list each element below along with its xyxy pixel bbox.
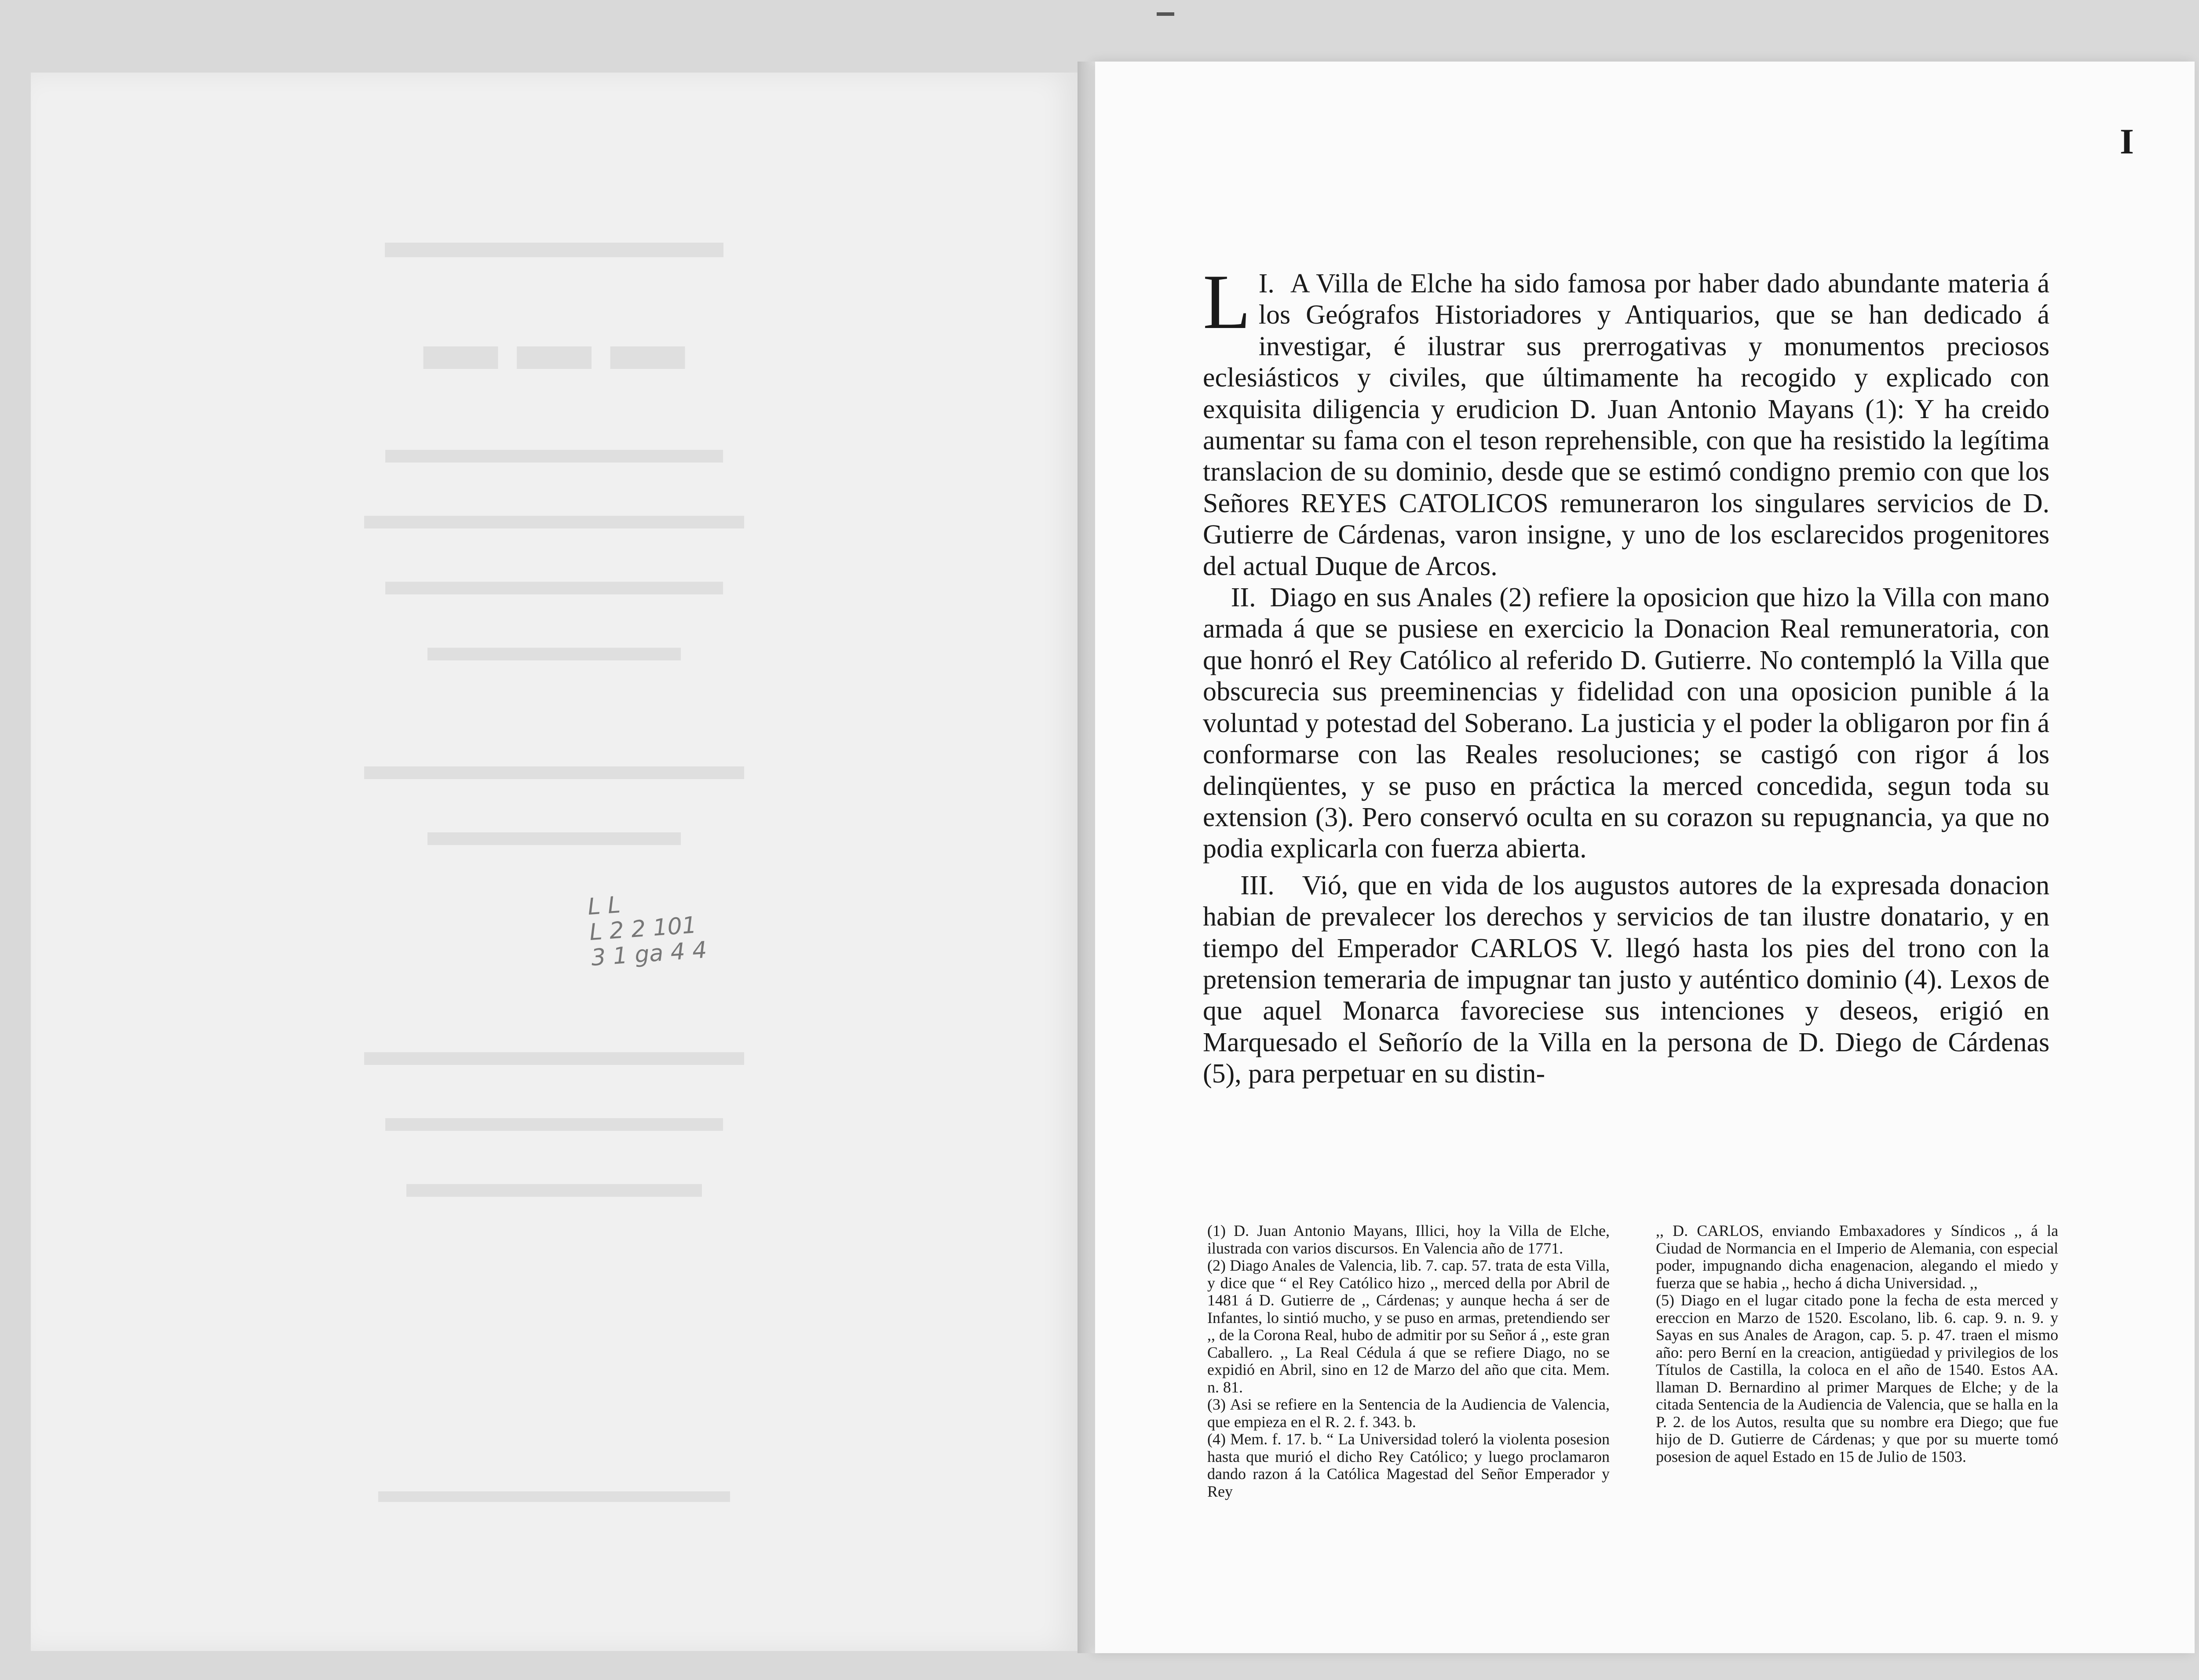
bleed-through-text: ▬▬▬▬▬▬▬▬▬ ▬▬▬▬▬▬▬▬ ▬▬▬▬▬▬▬ bbox=[364, 1027, 744, 1206]
paragraph-2 bbox=[1203, 582, 2049, 865]
bleed-through-text: ▬▬▬▬▬▬▬▬▬▬ bbox=[378, 1471, 730, 1510]
footnote-3: (3) Asi se refiere en la Sentencia de la Audiencia de Valencia, que empieza en el R. 2. f. 343. b. bbox=[1207, 1396, 1610, 1431]
scan-mark bbox=[1157, 12, 1174, 16]
footnotes bbox=[1207, 1222, 2058, 1500]
bleed-through-text: ▬ ▬ ▬ bbox=[423, 302, 685, 385]
page-number: I bbox=[2120, 121, 2134, 161]
pencil-shelfmark: L L L 2 2 101 3 1 ga 4 4 bbox=[587, 892, 708, 971]
paragraph-numeral: III. bbox=[1240, 870, 1275, 900]
footnote-column-right bbox=[1656, 1222, 2058, 1500]
left-page-verso bbox=[31, 73, 1078, 1651]
paragraph-text: Diago en sus Anales (2) refiere la oposicion que hizo la Villa con mano armada á que se pusiese en exercicio la Donacion Real remuneratoria, con que honró el Rey Católico al referido D. Gutierre. No contempló la Villa que obscurecia sus preeminencias y fidelidad con una oposicion punible á la voluntad y potestad del Soberano. La justicia y el poder la obligaron por fin á conformarse con las Reales resoluciones; se castigó con rigor á los delinqüentes, y se puso en práctica la merced concedida, segun toda su extension (3). Pero conservó oculta en su corazon su repugnancia, ya que no podia explicarla con fuerza abierta. bbox=[1203, 583, 2050, 864]
footnote-2: (2) Diago Anales de Valencia, lib. 7. cap. 57. trata de esta Villa, y dice que “ el Rey Católico hizo ,, merced della por Abril de 1481 á D. Gutierre de ,, Cárdenas; y aunque hecha á ser de Infantes, lo sintió mucho, y se puso en armas, pretendiendo ser ,, de la Corona Real, hubo de admitir por su Señor á ,, este gran Caballero. ,, La Real Cédula á que se refiere Diago, no se expidió en Abril, sino en 12 de Marzo del año que cita. Mem. n. 81. bbox=[1207, 1257, 1610, 1396]
paragraph-3 bbox=[1203, 870, 2049, 1090]
paragraph-1 bbox=[1203, 258, 2050, 582]
footnote-4-continued: ,, D. CARLOS, enviando Embaxadores y Síndicos ,, á la Ciudad de Normancia en el Imperio de Alemania, con especial poder, impugnando dicha enagenacion, alegando el miedo y fuerza que se habia ,, hecho á dicha Universidad. ,, bbox=[1656, 1222, 2058, 1292]
right-page-recto bbox=[1095, 62, 2195, 1653]
footnote-4: (4) Mem. f. 17. b. “ La Universidad toleró la violenta posesion hasta que murió el dicho Rey Católico; y luego proclamaron dando razon á la Católica Magestad del Señor Emperador y Rey bbox=[1207, 1430, 1610, 1500]
main-text bbox=[1203, 258, 2050, 1090]
bleed-through-text: ▬▬▬▬▬▬▬ bbox=[385, 214, 723, 268]
book-gutter bbox=[1078, 62, 1095, 1653]
bleed-through-text: ▬▬▬▬▬▬▬▬▬ ▬▬▬▬▬▬ bbox=[364, 741, 744, 854]
footnote-5: (5) Diago en el lugar citado pone la fecha de esta merced y ereccion en Marzo de 1520. Escolano, lib. 6. cap. 9. n. 9. y Sayas en sus Anales de Aragon, cap. 5. p. 47. traen el mismo año: pero Berní en la creacion, antigüedad y privilegios de los Títulos de Castilla, la coloca en el año de 1540. Estos AA. llaman D. Bernardino al primer Marques de Elche; y de la citada Sentencia de la Audiencia de Valencia, que se halla en la P. 2. de los Autos, resulta que su nombre era Diego; que fue hijo de D. Gutierre de Cárdenas; y que por su muerte tomó posesion de aquel Estado en 15 de Julio de 1503. bbox=[1656, 1291, 2058, 1465]
paragraph-text: A Villa de Elche ha sido famosa por haber dado abundante materia á los Geógrafos Historiadores y Antiquarios, que se han dedicado á investigar, é ilustrar sus prerrogativas y monumentos preciosos eclesiásticos y civiles, que últimamente ha recogido y explicado con exquisita diligencia y erudicion D. Juan Antonio Mayans (1): Y ha creido aumentar su fama con el teson reprehensible, con que ha resistido la legítima translacion de su dominio, desde que se estimó condigno premio con que los Señores REYES CATOLICOS remuneraron los singulares servicios de D. Gutierre de Cárdenas, varon insigne, y uno de los esclarecidos progenitores del actual Duque de Arcos. bbox=[1203, 269, 2050, 581]
footnote-1: (1) D. Juan Antonio Mayans, Illici, hoy la Villa de Elche, ilustrada con varios discursos. En Valencia año de 1771. bbox=[1207, 1222, 1610, 1257]
paragraph-numeral: I. bbox=[1258, 269, 1275, 299]
drop-cap: L bbox=[1203, 258, 1251, 345]
paragraph-numeral: II. bbox=[1231, 583, 1256, 613]
bleed-through-text: ▬▬▬▬▬▬▬▬ ▬▬▬▬▬▬▬▬▬ ▬▬▬▬▬▬▬▬ ▬▬▬▬▬▬ bbox=[364, 425, 744, 670]
paragraph-text: Vió, que en vida de los augustos autores de la expresada donacion habian de prevalecer los derechos y servicios de tan ilustre donatario, y en tiempo del Emperador CARLOS V. llegó hasta los pies del trono con la pretension temeraria de impugnar tan justo y auténtico dominio (4). Lexos de que aquel Monarca favoreciese sus intenciones y deseos, erigió en Marquesado el Señorío de la Villa en la persona de D. Diego de Cárdenas (5), para perpetuar en su distin- bbox=[1203, 870, 2050, 1089]
footnote-column-left bbox=[1207, 1222, 1610, 1500]
